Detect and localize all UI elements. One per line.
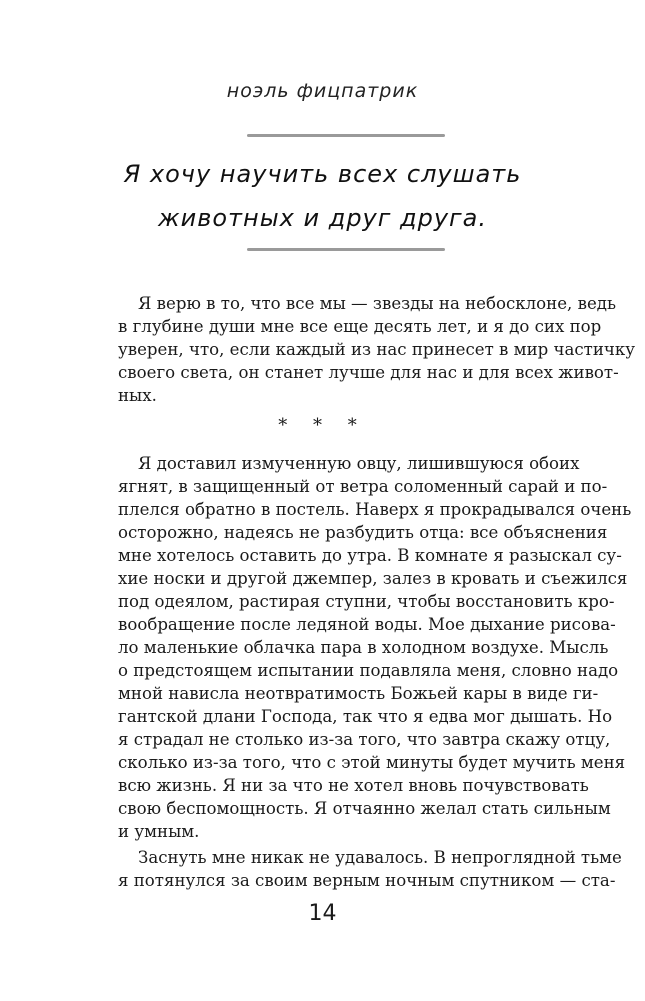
paragraph-3 xyxy=(118,846,622,892)
text-line: уверен, что, если каждый из нас принесет в мир частичку xyxy=(118,340,636,359)
text-line: осторожно, надеясь не разбудить отца: все объяснения xyxy=(118,523,608,542)
text-line: мне хотелось оставить до утра. В комнате я разыскал су- xyxy=(118,546,622,565)
text-line: я потянулся за своим верным ночным спутником — ста- xyxy=(118,871,616,890)
text-line: Я доставил измученную овцу, лишившуюся обоих xyxy=(138,454,580,473)
pull-quote-line: животных и друг друга. xyxy=(158,204,487,232)
paragraph-1 xyxy=(118,292,636,407)
divider-bottom xyxy=(247,248,445,251)
text-line: в глубине души мне все еще десять лет, и я до сих пор xyxy=(118,317,602,336)
text-line: ных. xyxy=(118,386,157,405)
text-line: вообращение после ледяной воды. Мое дыхание рисова- xyxy=(118,615,616,634)
text-line: плелся обратно в постель. Наверх я прокрадывался очень xyxy=(118,500,632,519)
text-line: о предстоящем испытании подавляла меня, словно надо xyxy=(118,661,619,680)
text-line: сколько из-за того, что с этой минуты будет мучить меня xyxy=(118,753,626,772)
section-separator: * * * xyxy=(278,415,367,436)
pull-quote xyxy=(0,152,645,240)
text-line: Заснуть мне никак не удавалось. В непроглядной тьме xyxy=(138,848,622,867)
text-line: и умным. xyxy=(118,822,200,841)
text-line: ягнят, в защищенный от ветра соломенный сарай и по- xyxy=(118,477,608,496)
text-line: я страдал не столько из-за того, что завтра скажу отцу, xyxy=(118,730,611,749)
divider-top xyxy=(247,134,445,137)
text-line: под одеялом, растирая ступни, чтобы восстановить кро- xyxy=(118,592,615,611)
paragraph-2 xyxy=(118,452,632,843)
text-line: гантской длани Господа, так что я едва мог дышать. Но xyxy=(118,707,613,726)
text-line: свою беспомощность. Я отчаянно желал стать сильным xyxy=(118,799,611,818)
text-line: мной нависла неотвратимость Божьей кары в виде ги- xyxy=(118,684,599,703)
text-line: всю жизнь. Я ни за что не хотел вновь почувствовать xyxy=(118,776,589,795)
text-line: своего света, он станет лучше для нас и для всех живот- xyxy=(118,363,619,382)
page-number: 14 xyxy=(308,901,337,926)
running-header-author: ноэль фицпатрик xyxy=(226,80,419,102)
pull-quote-line: Я хочу научить всех слушать xyxy=(123,160,522,188)
text-line: ло маленькие облачка пара в холодном воздухе. Мысль xyxy=(118,638,609,657)
text-line: Я верю в то, что все мы — звезды на небосклоне, ведь xyxy=(138,294,617,313)
text-line: хие носки и другой джемпер, залез в кровать и съежился xyxy=(118,569,628,588)
